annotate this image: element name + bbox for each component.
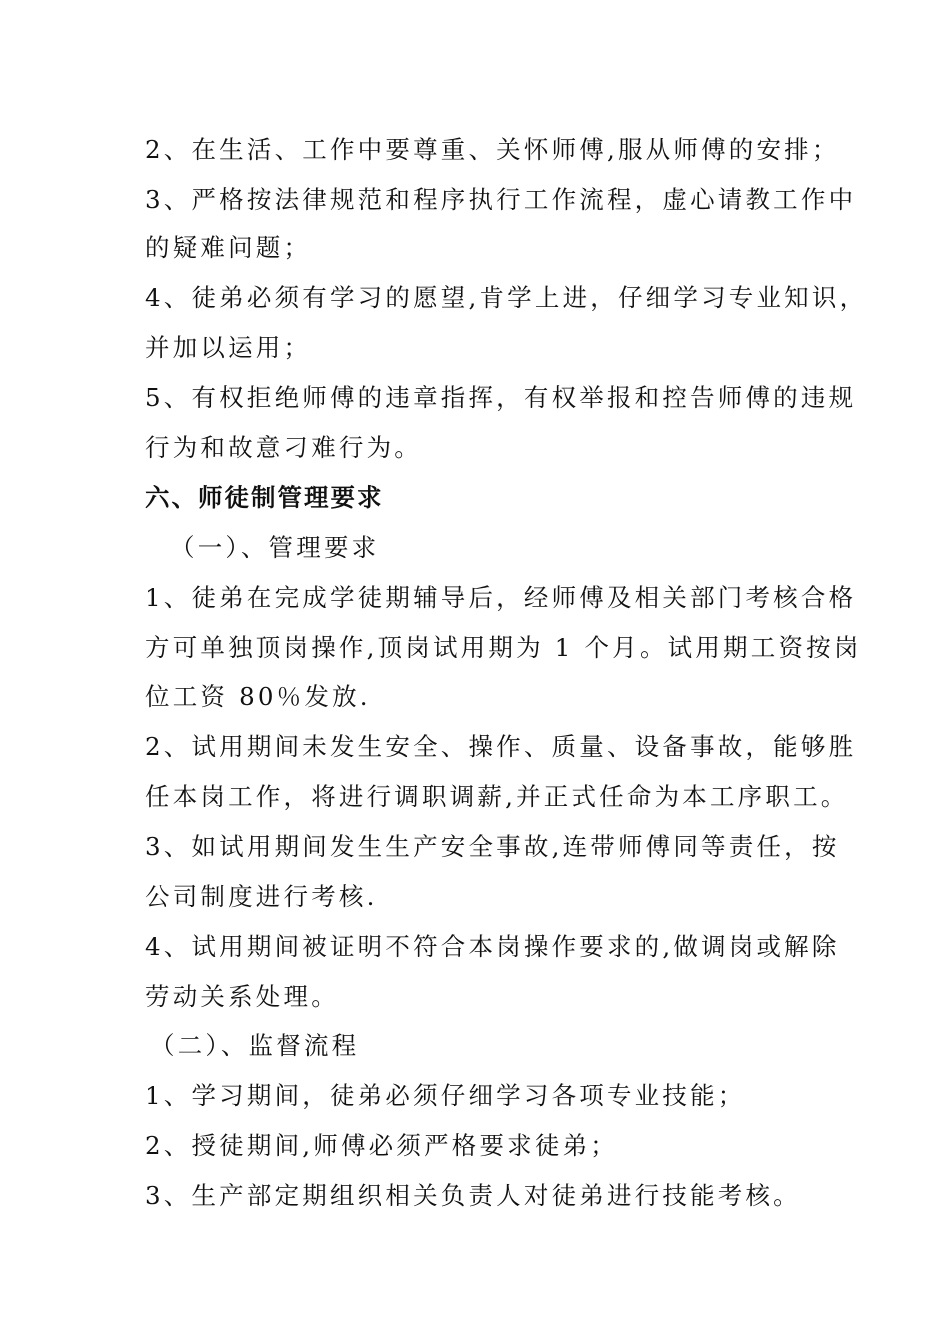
text-line-req-1b: 方可单独顶岗操作,顶岗试用期为 1 个月。试用期工资按岗 — [145, 633, 862, 662]
text-line-req-1a: 1、徒弟在完成学徒期辅导后，经师傅及相关部门考核合格 — [145, 583, 857, 612]
text-line-req-1c: 位工资 80％发放. — [145, 682, 371, 711]
text-line-sup-3: 3、生产部定期组织相关负责人对徒弟进行技能考核。 — [145, 1181, 801, 1210]
text-line-req-2b: 任本岗工作，将进行调职调薪,并正式任命为本工序职工。 — [145, 782, 849, 811]
section-heading-6: 六、师徒制管理要求 — [145, 483, 384, 512]
text-line-req-4a: 4、试用期间被证明不符合本岗操作要求的,做调岗或解除 — [145, 932, 840, 961]
text-line-right-5b: 行为和故意刁难行为。 — [145, 433, 422, 462]
text-line-sup-1: 1、学习期间，徒弟必须仔细学习各项专业技能； — [145, 1081, 746, 1110]
text-line-req-4b: 劳动关系处理。 — [145, 982, 339, 1011]
text-line-obligation-4b: 并加以运用； — [145, 333, 312, 362]
subsection-heading-1: （一）、管理要求 — [170, 533, 380, 562]
text-line-obligation-3a: 3、严格按法律规范和程序执行工作流程，虚心请教工作中 — [145, 185, 857, 214]
text-line-obligation-3b: 的疑难问题； — [145, 233, 312, 262]
text-line-obligation-2: 2、在生活、工作中要尊重、关怀师傅,服从师傅的安排； — [145, 135, 840, 164]
text-line-sup-2: 2、授徒期间,师傅必须严格要求徒弟； — [145, 1131, 618, 1160]
text-line-req-3a: 3、如试用期间发生生产安全事故,连带师傅同等责任，按 — [145, 832, 840, 861]
subsection-heading-2: （二）、监督流程 — [150, 1031, 360, 1060]
text-line-right-5a: 5、有权拒绝师傅的违章指挥，有权举报和控告师傅的违规 — [145, 383, 857, 412]
text-line-req-3b: 公司制度进行考核. — [145, 882, 378, 911]
text-line-obligation-4a: 4、徒弟必须有学习的愿望,肯学上进，仔细学习专业知识， — [145, 283, 868, 312]
text-line-req-2a: 2、试用期间未发生安全、操作、质量、设备事故，能够胜 — [145, 732, 857, 761]
